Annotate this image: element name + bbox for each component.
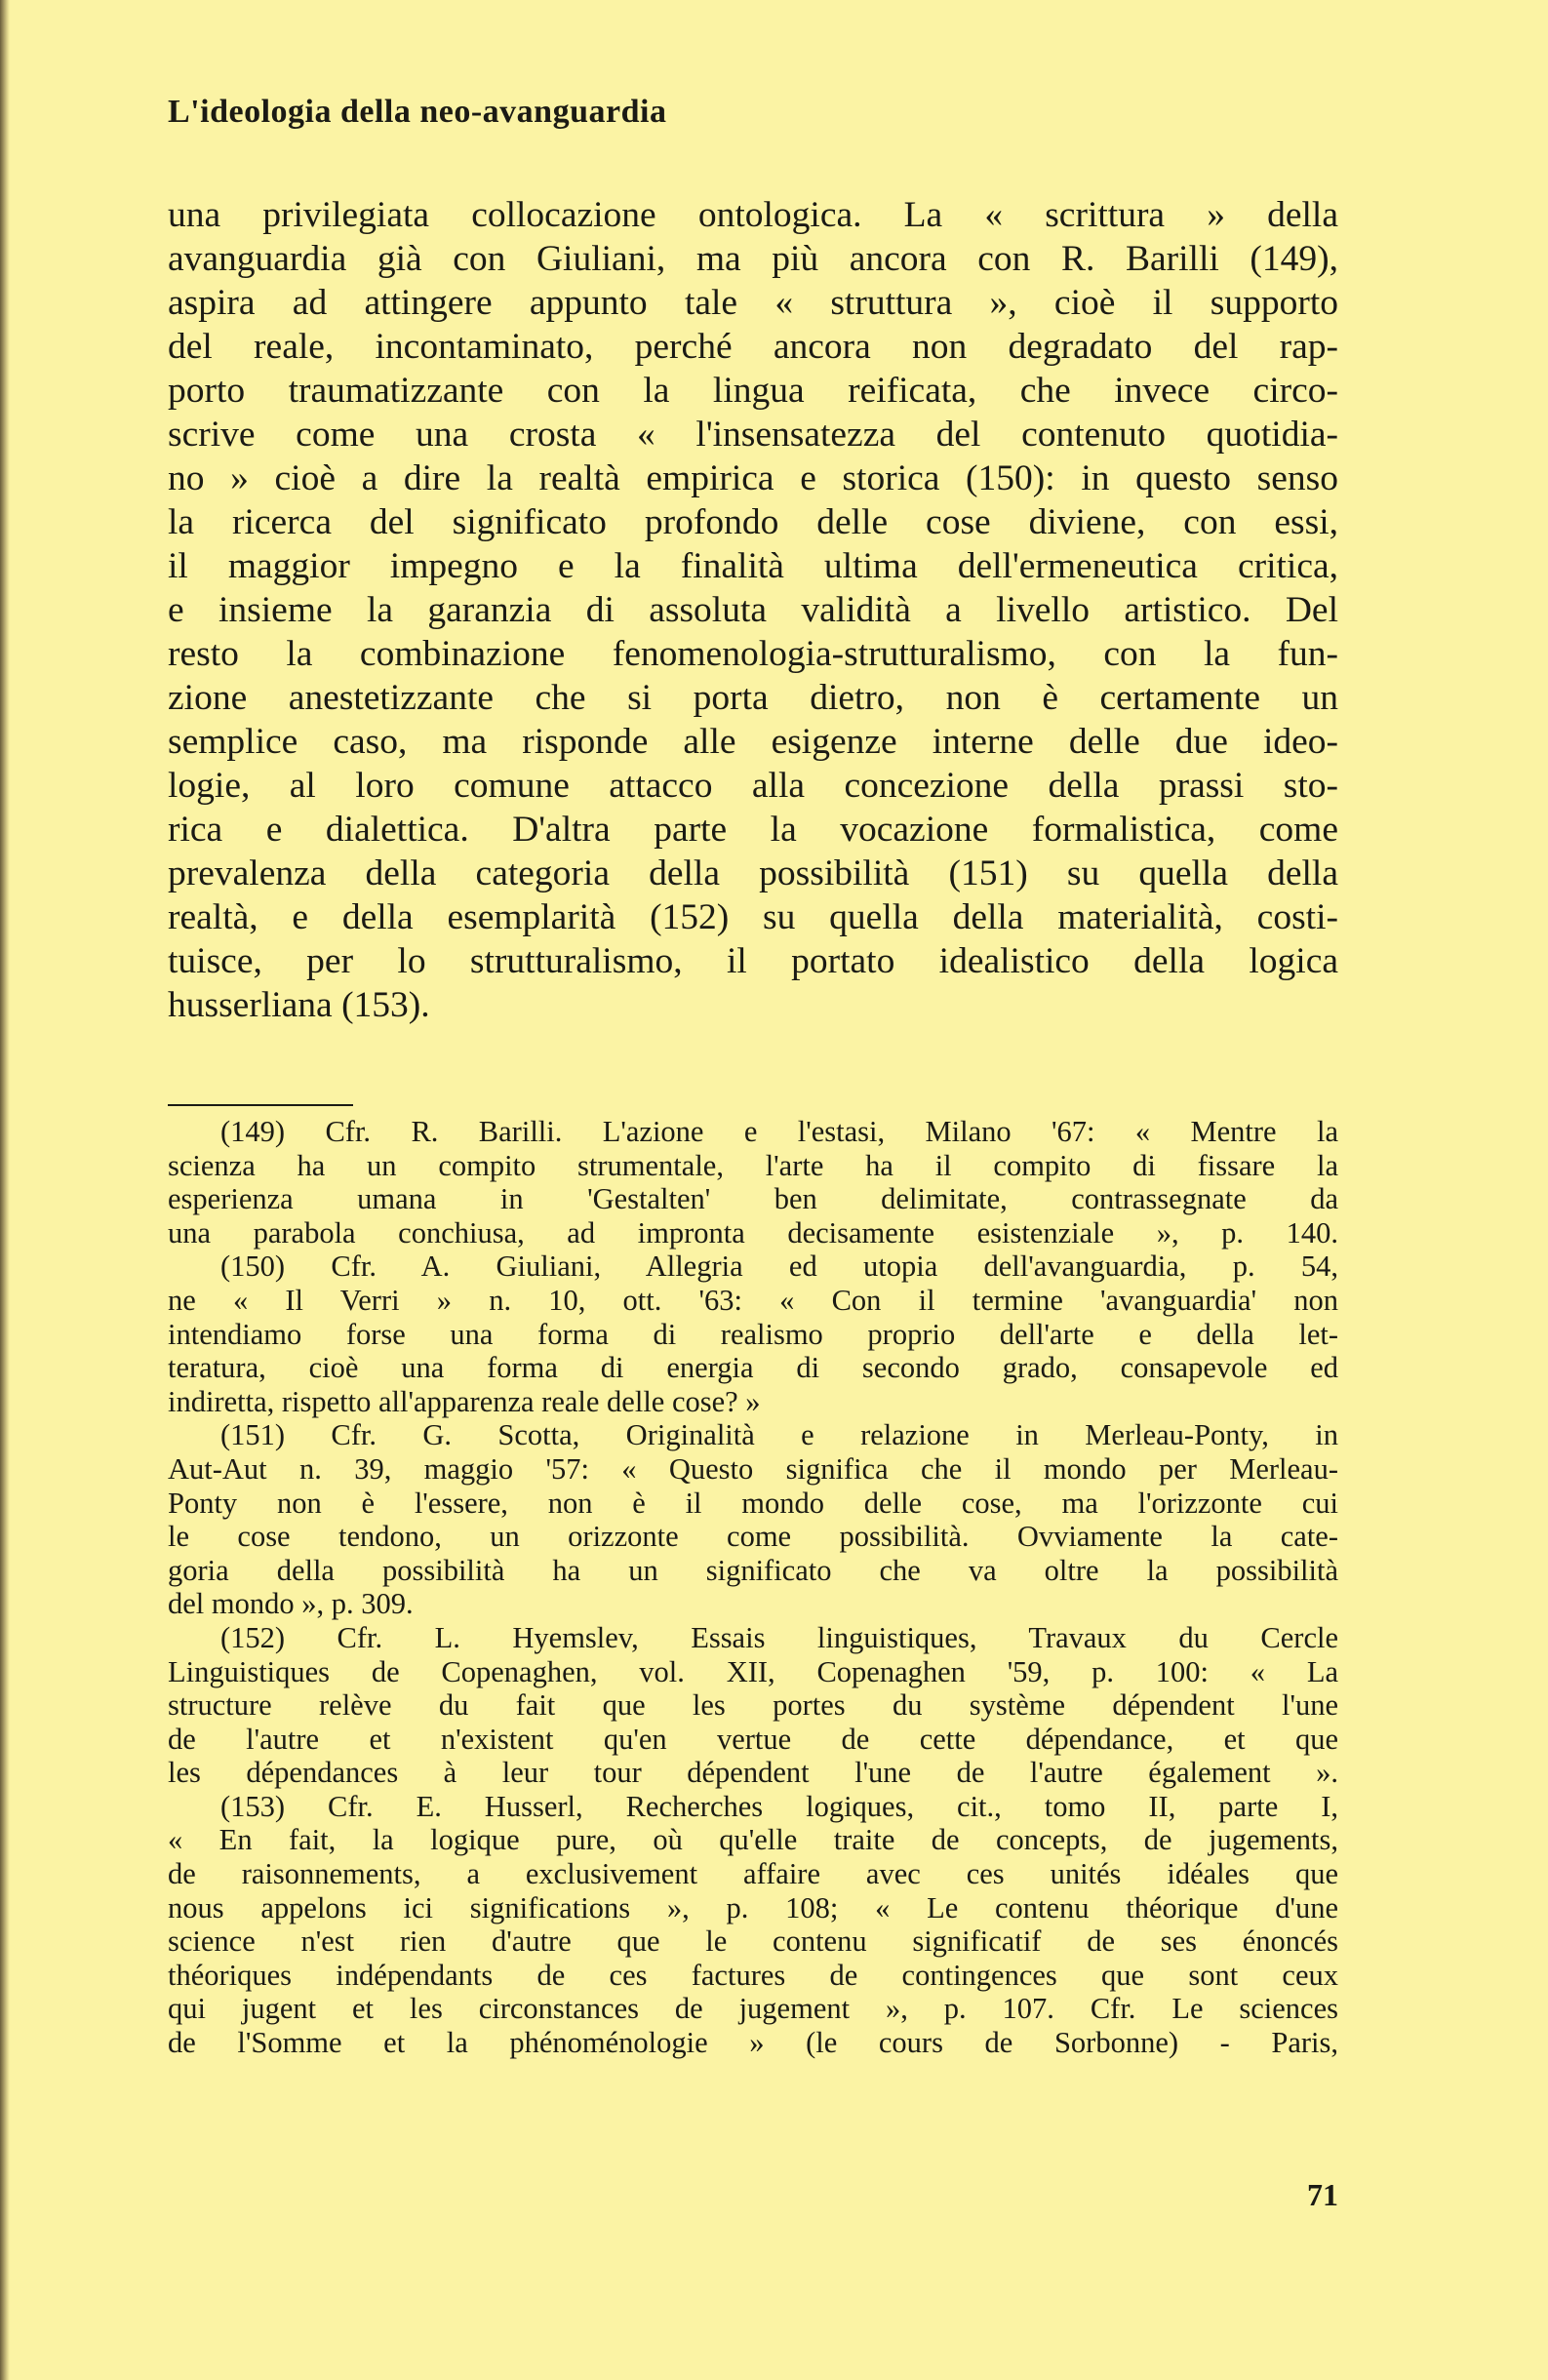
footnote-line: una parabola conchiusa, ad impronta decisamente esistenziale », p. 140. xyxy=(168,1215,1338,1250)
text-line: tuisce, per lo strutturalismo, il portato idealistico della logica xyxy=(168,941,1338,981)
footnote-line: scienza ha un compito strumentale, l'arte ha il compito di fissare la xyxy=(168,1148,1338,1182)
text-line: aspira ad attingere appunto tale « struttura », cioè il supporto xyxy=(168,283,1338,323)
footnote-line: de l'autre et n'existent qu'en vertue de cette dépendance, et que xyxy=(168,1722,1338,1756)
text-line: husserliana (153). xyxy=(168,985,430,1025)
text-line: zione anestetizzante che si porta dietro, non è certamente un xyxy=(168,678,1338,718)
text-line: avanguardia già con Giuliani, ma più ancora con R. Barilli (149), xyxy=(168,239,1338,279)
text-line: rica e dialettica. D'altra parte la vocazione formalistica, come xyxy=(168,810,1338,850)
footnote-line: science n'est rien d'autre que le contenu significatif de ses énoncés xyxy=(168,1924,1338,1959)
footnote-line: goria della possibilità ha un significato che va oltre la possibilità xyxy=(168,1553,1338,1587)
footnote-line: les dépendances à leur tour dépendent l'une de l'autre également ». xyxy=(168,1756,1338,1790)
footnotes xyxy=(168,1115,1338,2060)
page-number: 71 xyxy=(1307,2177,1338,2212)
footnote-separator xyxy=(168,1104,353,1106)
footnote-line: Linguistiques de Copenaghen, vol. XII, Copenaghen '59, p. 100: « La xyxy=(168,1654,1338,1688)
text-line: resto la combinazione fenomenologia-strutturalismo, con la fun- xyxy=(168,634,1338,674)
footnote-line: Aut-Aut n. 39, maggio '57: « Questo significa che il mondo per Merleau- xyxy=(168,1451,1338,1486)
footnote-line: Ponty non è l'essere, non è il mondo delle cose, ma l'orizzonte cui xyxy=(168,1486,1338,1520)
footnote-150-start: (150) Cfr. A. Giuliani, Allegria ed utopia dell'avanguardia, p. 54, xyxy=(220,1250,1338,1284)
text-line: realtà, e della esemplarità (152) su quella della materialità, costi- xyxy=(168,897,1338,937)
footnote-line: indiretta, rispetto all'apparenza reale delle cose? » xyxy=(168,1384,761,1418)
text-line: no » cioè a dire la realtà empirica e storica (150): in questo senso xyxy=(168,458,1338,498)
footnote-line: ne « Il Verri » n. 10, ott. '63: « Con il termine 'avanguardia' non xyxy=(168,1283,1338,1317)
footnote-153-start: (153) Cfr. E. Husserl, Recherches logiques, cit., tomo II, parte I, xyxy=(220,1789,1338,1823)
footnote-149-start: (149) Cfr. R. Barilli. L'azione e l'estasi, Milano '67: « Mentre la xyxy=(220,1115,1338,1148)
text-line: la ricerca del significato profondo delle cose diviene, con essi, xyxy=(168,502,1338,542)
text-line: scrive come una crosta « l'insensatezza del contenuto quotidia- xyxy=(168,415,1338,455)
text-line: semplice caso, ma risponde alle esigenze interne delle due ideo- xyxy=(168,722,1338,762)
footnote-line: teratura, cioè una forma di energia di secondo grado, consapevole ed xyxy=(168,1351,1338,1385)
footnote-line: intendiamo forse una forma di realismo proprio dell'arte e della let- xyxy=(168,1317,1338,1351)
text-line: il maggior impegno e la finalità ultima dell'ermeneutica critica, xyxy=(168,546,1338,586)
footnote-line: qui jugent et les circonstances de jugement », p. 107. Cfr. Le sciences xyxy=(168,1992,1338,2026)
footnote-152-start: (152) Cfr. L. Hyemslev, Essais linguistiques, Travaux du Cercle xyxy=(220,1620,1338,1654)
page-binding-edge xyxy=(0,0,10,2380)
text-line: e insieme la garanzia di assoluta validità a livello artistico. Del xyxy=(168,590,1338,630)
text-line: prevalenza della categoria della possibilità (151) su quella della xyxy=(168,853,1338,893)
text-line: porto traumatizzante con la lingua reificata, che invece circo- xyxy=(168,371,1338,411)
footnote-line: esperienza umana in 'Gestalten' ben delimitate, contrassegnate da xyxy=(168,1182,1338,1216)
text-line: logie, al loro comune attacco alla concezione della prassi sto- xyxy=(168,766,1338,806)
running-head: L'ideologia della neo-avanguardia xyxy=(168,94,667,130)
text-line: una privilegiata collocazione ontologica. La « scrittura » della xyxy=(168,195,1338,235)
main-text xyxy=(168,193,1338,1027)
footnote-line: théoriques indépendants de ces factures de contingences que sont ceux xyxy=(168,1958,1338,1992)
footnote-line: del mondo », p. 309. xyxy=(168,1587,414,1621)
footnote-line: nous appelons ici significations », p. 108; « Le contenu théorique d'une xyxy=(168,1890,1338,1924)
footnote-line: de l'Somme et la phénoménologie » (le cours de Sorbonne) - Paris, xyxy=(168,2026,1338,2060)
text-line: del reale, incontaminato, perché ancora non degradato del rap- xyxy=(168,327,1338,367)
footnote-line: « En fait, la logique pure, où qu'elle traite de concepts, de jugements, xyxy=(168,1823,1338,1857)
footnote-line: le cose tendono, un orizzonte come possibilità. Ovviamente la cate- xyxy=(168,1520,1338,1554)
footnote-151-start: (151) Cfr. G. Scotta, Originalità e relazione in Merleau-Ponty, in xyxy=(220,1418,1338,1452)
footnote-line: de raisonnements, a exclusivement affaire avec ces unités idéales que xyxy=(168,1857,1338,1891)
footnote-line: structure relève du fait que les portes du système dépendent l'une xyxy=(168,1688,1338,1723)
